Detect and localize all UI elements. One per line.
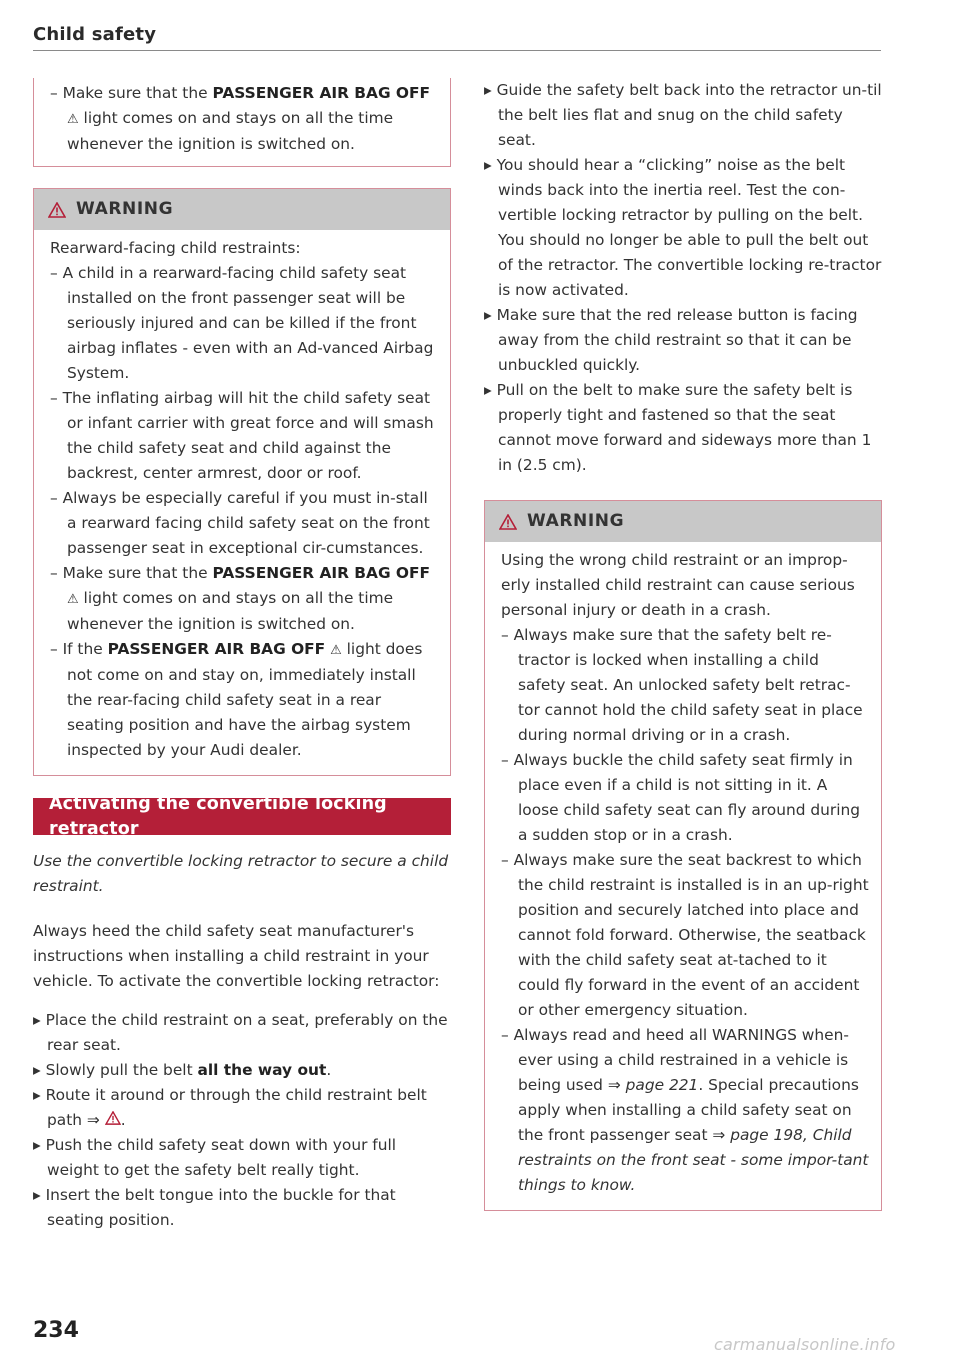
warning-item: – Always read and heed all WARNINGS when-ever using a child restrained in a vehicle is being used ⇒ page 221. Special precautions apply when installing a child safety seat on the front passenger seat ⇒ page 198, Child restraints on the front seat - some impor-tant things to know. bbox=[501, 1026, 869, 1194]
step-item: ▸ Pull on the belt to make sure the safety belt is properly tight and fastened so that the seat cannot move forward and sideways more than 1 in (2.5 cm). bbox=[484, 381, 872, 474]
warning-item: – Always be especially careful if you must in-stall a rearward facing child safety seat on the front passenger seat in exceptional cir-cumstances. bbox=[50, 489, 430, 557]
step-item: ▸ Route it around or through the child restraint belt path ⇒ . bbox=[33, 1086, 427, 1129]
warning-item: – Always buckle the child safety seat firmly in place even if a child is not sitting in it. A loose child safety seat can fly around during a sudden stop or in a crash. bbox=[501, 751, 861, 844]
warning-intro: Using the wrong child restraint or an improp-erly installed child restraint can cause serious personal injury or death in a crash. bbox=[501, 551, 855, 619]
warning-body bbox=[485, 542, 881, 1210]
cross-reference-link[interactable]: ⇒ bbox=[87, 1111, 121, 1129]
watermark: carmanualsonline.info bbox=[714, 1335, 896, 1354]
step-item: ▸ Make sure that the red release button is facing away from the child restraint so that it can be unbuckled quickly. bbox=[484, 306, 858, 374]
warning-box-continued bbox=[33, 78, 451, 167]
page-reference-link[interactable]: ⇒ page 198, Child restraints on the front seat - some impor-tant things to know. bbox=[518, 1126, 869, 1194]
warning-intro: Rearward-facing child restraints: bbox=[50, 239, 301, 257]
warning-item: – A child in a rearward-facing child safety seat installed on the front passenger seat will be seriously injured and can be killed if the front airbag inflates - even with an Ad-vanced Airbag System. bbox=[50, 264, 434, 382]
warning-item: – Make sure that the PASSENGER AIR BAG OFF ⚠︎ light comes on and stays on all the time whenever the ignition is switched on. bbox=[50, 564, 431, 633]
page-section-title: Child safety bbox=[33, 24, 157, 45]
warning-box-restraint bbox=[484, 500, 882, 1211]
warning-triangle-icon bbox=[105, 1111, 121, 1125]
warning-title: WARNING bbox=[76, 199, 174, 219]
section-intro: Use the convertible locking retractor to secure a child restraint. bbox=[33, 852, 449, 895]
step-item: ▸ You should hear a “clicking” noise as the belt winds back into the inertia reel. Test the con-vertible locking retractor by pulling on the belt. You should no longer be able to pull the belt out of the retractor. The convertible locking re-tractor is now activated. bbox=[484, 156, 882, 299]
passenger-airbag-off-icon: ⚠︎ bbox=[330, 643, 342, 658]
right-column bbox=[484, 78, 882, 1211]
page-reference-link[interactable]: ⇒ page 221 bbox=[607, 1076, 699, 1094]
section-heading: Activating the convertible locking retractor bbox=[33, 798, 451, 835]
passenger-airbag-off-icon: ⚠︎ bbox=[67, 112, 79, 127]
step-item: ▸ Slowly pull the belt all the way out. bbox=[33, 1061, 332, 1079]
warning-header bbox=[485, 501, 881, 542]
page-number: 234 bbox=[33, 1318, 79, 1343]
step-item: ▸ Push the child safety seat down with your full weight to get the safety belt really tight. bbox=[33, 1136, 397, 1179]
passenger-airbag-off-icon: ⚠︎ bbox=[67, 592, 79, 607]
warning-body bbox=[34, 230, 450, 775]
header-divider bbox=[33, 50, 881, 51]
steps-list bbox=[33, 1008, 451, 1233]
warning-item: – Always make sure the seat backrest to which the child restraint is installed is in an up-right position and securely latched into place and cannot fold forward. Otherwise, the seatback with the child safety seat at-tached to it could fly forward in the event of an accident or other emergency situation. bbox=[501, 851, 869, 1019]
left-column bbox=[33, 78, 451, 1233]
warning-continued-item: – Make sure that the PASSENGER AIR BAG OFF ⚠︎ light comes on and stays on all the time whenever the ignition is switched on. bbox=[50, 84, 431, 153]
step-item: ▸ Insert the belt tongue into the buckle for that seating position. bbox=[33, 1186, 396, 1229]
body-paragraph: Always heed the child safety seat manufacturer's instructions when installing a child restraint in your vehicle. To activate the convertible locking retractor: bbox=[33, 922, 440, 990]
warning-triangle-icon bbox=[48, 202, 66, 218]
warning-triangle-icon bbox=[499, 514, 517, 530]
step-item: ▸ Place the child restraint on a seat, preferably on the rear seat. bbox=[33, 1011, 448, 1054]
warning-item: – Always make sure that the safety belt re-tractor is locked when installing a child safety seat. An unlocked safety belt retrac-tor cannot hold the child safety seat in place during normal driving or in a crash. bbox=[501, 626, 863, 744]
warning-item: – If the PASSENGER AIR BAG OFF ⚠︎ light does not come on and stay on, immediately install the rear-facing child safety seat in a rear seating position and have the airbag system inspected by your Audi dealer. bbox=[50, 640, 423, 759]
step-item: ▸ Guide the safety belt back into the retractor un-til the belt lies flat and snug on the child safety seat. bbox=[484, 81, 882, 149]
warning-header bbox=[34, 189, 450, 230]
warning-title: WARNING bbox=[527, 511, 625, 531]
warning-box-rearward bbox=[33, 188, 451, 776]
warning-item: – The inflating airbag will hit the child safety seat or infant carrier with great force and will smash the child safety seat and child against the backrest, center armrest, door or roof. bbox=[50, 389, 434, 482]
